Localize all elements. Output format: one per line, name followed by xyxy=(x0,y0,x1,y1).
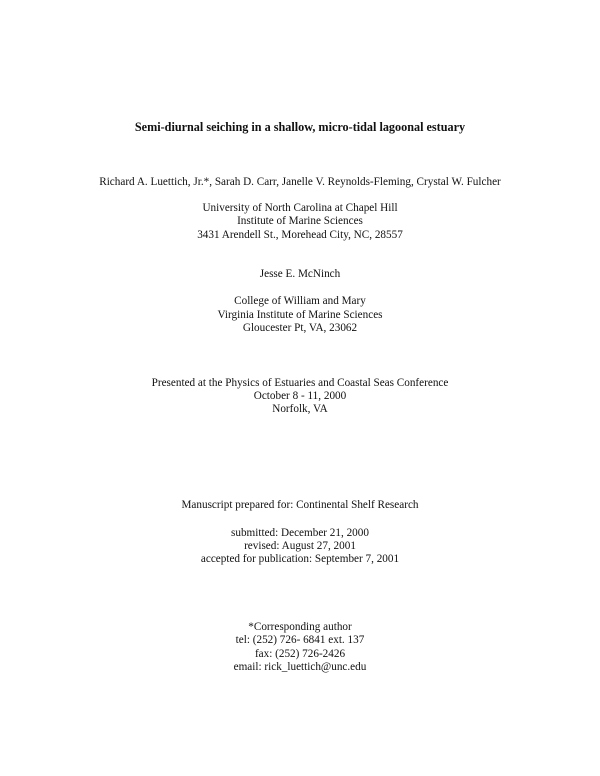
affiliation-2-line-1: College of William and Mary xyxy=(234,295,366,307)
author-list: Richard A. Luettich, Jr.*, Sarah D. Carr, Janelle V. Reynolds-Fleming, Crystal W. Fulcher xyxy=(99,176,501,188)
conference-line-2: October 8 - 11, 2000 xyxy=(253,390,347,402)
paper-title: Semi-diurnal seiching in a shallow, micro-tidal lagoonal estuary xyxy=(134,120,466,134)
accepted-date: accepted for publication: September 7, 2001 xyxy=(200,553,400,565)
revised-date: revised: August 27, 2001 xyxy=(244,540,356,552)
affiliation-1-line-2: Institute of Marine Sciences xyxy=(237,215,363,227)
corresponding-tel: tel: (252) 726- 6841 ext. 137 xyxy=(235,634,365,646)
conference-line-1: Presented at the Physics of Estuaries and Coastal Seas Conference xyxy=(151,377,449,389)
manuscript-note: Manuscript prepared for: Continental Shelf Research xyxy=(181,499,419,511)
affiliation-2-line-3: Gloucester Pt, VA, 23062 xyxy=(242,322,358,334)
corresponding-author-label: *Corresponding author xyxy=(248,621,352,633)
corresponding-email: email: rick_luettich@unc.edu xyxy=(233,661,367,673)
second-author: Jesse E. McNinch xyxy=(259,268,341,280)
affiliation-1-line-1: University of North Carolina at Chapel Hill xyxy=(202,202,398,214)
corresponding-fax: fax: (252) 726-2426 xyxy=(254,648,346,660)
affiliation-1-line-3: 3431 Arendell St., Morehead City, NC, 28557 xyxy=(197,229,403,241)
affiliation-2-line-2: Virginia Institute of Marine Sciences xyxy=(217,309,383,321)
conference-line-3: Norfolk, VA xyxy=(272,403,328,415)
submitted-date: submitted: December 21, 2000 xyxy=(231,527,369,539)
